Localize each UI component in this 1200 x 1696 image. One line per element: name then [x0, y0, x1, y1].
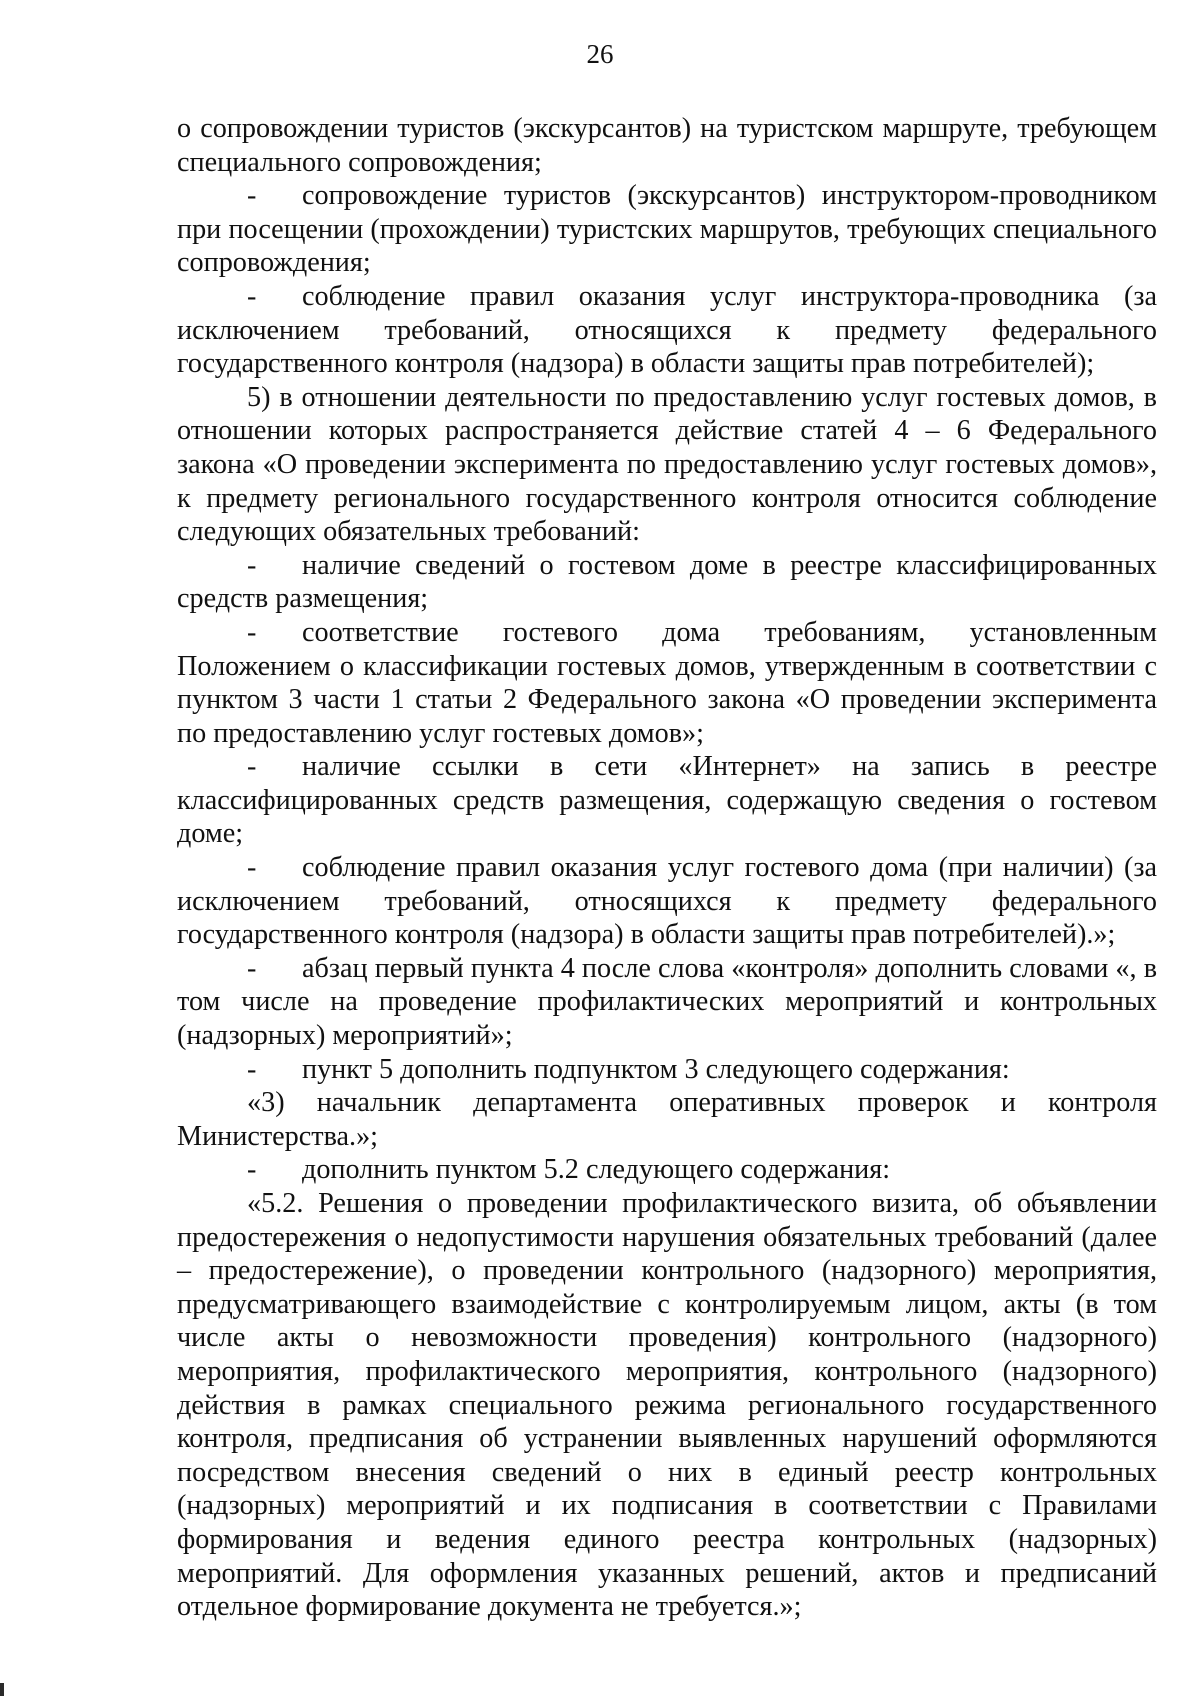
dash-bullet: - — [247, 852, 257, 884]
list-item-dash — [177, 280, 1157, 381]
list-item-dash — [177, 750, 1157, 851]
paragraph-text: сопровождение туристов (экскурсантов) инструктором-проводником при посещении (прохождении) туристских маршрутов, требующих специального сопровождения; — [177, 180, 1157, 279]
document-body — [177, 112, 1157, 1624]
list-item-dash — [177, 851, 1157, 952]
dash-bullet: - — [247, 1154, 257, 1186]
paragraph-text: наличие ссылки в сети «Интернет» на запись в реестре классифицированных средств размещения, содержащую сведения о гостевом доме; — [177, 751, 1157, 850]
paragraph-text: наличие сведений о гостевом доме в реестре классифицированных средств размещения; — [177, 549, 1157, 615]
page-number: 26 — [586, 39, 614, 69]
paragraph — [177, 1187, 1157, 1624]
list-item-dash — [177, 952, 1157, 1053]
list-item-dash — [177, 1153, 1157, 1187]
paragraph-text: пункт 5 дополнить подпунктом 3 следующего содержания: — [302, 1053, 1010, 1085]
dash-bullet: - — [247, 616, 257, 648]
dash-bullet: - — [247, 1053, 257, 1085]
list-item-dash — [177, 1053, 1157, 1087]
paragraph — [177, 381, 1157, 549]
paragraph-text: абзац первый пункта 4 после слова «контроля» дополнить словами «, в том числе на проведение профилактических мероприятий и контрольных (надзорных) мероприятий»; — [177, 952, 1157, 1052]
paragraph-text: дополнить пунктом 5.2 следующего содержания: — [302, 1154, 891, 1186]
dash-bullet: - — [247, 952, 257, 984]
dash-bullet: - — [247, 751, 257, 783]
paragraph — [177, 1086, 1157, 1153]
dash-bullet: - — [247, 180, 257, 212]
paragraph-text: соответствие гостевого дома требованиям, установленным Положением о классификации гостевых домов, утвержденным в соответствии с пунктом 3 части 1 статьи 2 Федерального закона «О проведении эксперимента по предоставлению услуг гостевых домов»; — [177, 616, 1157, 749]
dash-bullet: - — [247, 549, 257, 581]
list-item-dash — [177, 179, 1157, 280]
scan-edge-mark — [0, 1683, 4, 1696]
list-item-dash — [177, 616, 1157, 750]
dash-bullet: - — [247, 280, 257, 312]
paragraph-text: соблюдение правил оказания услуг гостевого дома (при наличии) (за исключением требований, относящихся к предмету федерального государственного контроля (надзора) в области защиты прав потребителей).»; — [177, 852, 1157, 951]
list-item-dash — [177, 549, 1157, 616]
paragraph-text: «5.2. Решения о проведении профилактического визита, об объявлении предостережения о недопустимости нарушения обязательных требований (далее – предостережение), о проведении контрольного (надзорного) мероприятия, предусматривающего взаимодействие с контролируемым лицом, акты (в том числе акты о невозможности проведения) контрольного (надзорного) мероприятия, профилактического мероприятия, контрольного (надзорного) действия в рамках специального режима регионального государственного контроля, предписания об устранении выявленных нарушений оформляются посредством внесения сведений о них в единый реестр контрольных (надзорных) мероприятий и их подписания в соответствии с Правилами формирования и ведения единого реестра контрольных (надзорных) мероприятий. Для оформления указанных решений, актов и предписаний отдельное формирование документа не требуется.»; — [177, 1188, 1157, 1623]
paragraph-text: «3) начальник департамента оперативных проверок и контроля Министерства.»; — [177, 1087, 1157, 1152]
paragraph-continuation — [177, 112, 1157, 179]
paragraph-text: о сопровождении туристов (экскурсантов) на туристском маршруте, требующем специального сопровождения; — [177, 113, 1157, 178]
paragraph-text: 5) в отношении деятельности по предоставлению услуг гостевых домов, в отношении которых распространяется действие статей 4 – 6 Федерального закона «О проведении эксперимента по предоставлению услуг гостевых домов», к предмету регионального государственного контроля относится соблюдение следующих обязательных требований: — [177, 381, 1157, 548]
paragraph-text: соблюдение правил оказания услуг инструктора-проводника (за исключением требований, относящихся к предмету федерального государственного контроля (надзора) в области защиты прав потребителей); — [177, 280, 1157, 380]
